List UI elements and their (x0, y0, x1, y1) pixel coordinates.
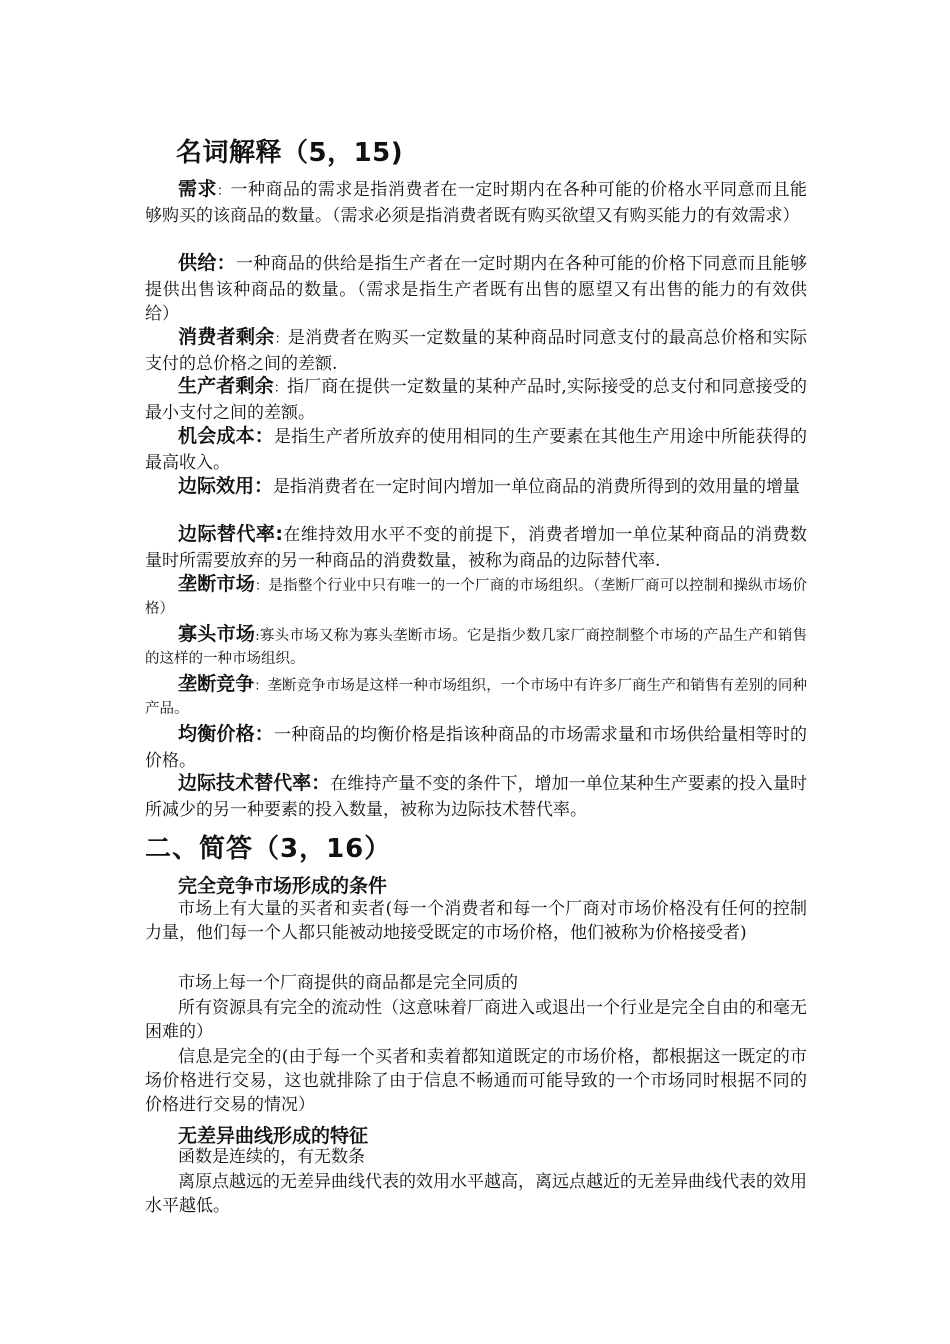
definition-term: 垄断竞争 (178, 673, 255, 695)
definition-marginal-rate-substitution (145, 522, 807, 573)
definition-text: 是指整个行业中只有唯一的一个厂商的市场组织。（垄断厂商可以控制和操纵市场价格） (145, 578, 807, 617)
answer-item: 市场上每一个厂商提供的商品都是完全同质的 (178, 973, 518, 993)
definition-term: 边际效用： (178, 475, 274, 497)
answer-item: 所有资源具有完全的流动性（这意味着厂商进入或退出一个行业是完全自由的和毫无困难的） (145, 998, 807, 1042)
definition-term: 供给： (178, 252, 236, 274)
answer-item: 离原点越远的无差异曲线代表的效用水平越高，离远点越近的无差异曲线代表的效用水平越低。 (145, 1172, 807, 1216)
answer-item: 市场上有大量的买者和卖者(每一个消费者和每一个厂商对市场价格没有任何的控制力量，他们每一个人都只能被动地接受既定的市场价格，他们被称为价格接受者) (145, 899, 807, 943)
answer-item: 信息是完全的(由于每一个买者和卖着都知道既定的市场价格，都根据这一既定的市场价格进行交易，这也就排除了由于信息不畅通而可能导致的一个市场同时根据不同的价格进行交易的情况） (145, 1047, 807, 1115)
definition-term: 均衡价格： (178, 723, 274, 745)
definition-term: 机会成本： (178, 425, 274, 447)
definition-producer-surplus: 生产者剩余：指厂商在提供一定数量的某种产品时,实际接受的总支付和同意接受的最小支付之间的差额。 (145, 375, 807, 423)
definition-monopolistic-competition: 垄断竞争：垄断竞争市场是这样一种市场组织，一个市场中有许多厂商生产和销售有差别的同种产品。 (145, 673, 807, 717)
question-heading-perfect-competition: 完全竞争市场形成的条件 (178, 875, 388, 897)
answer-item: 函数是连续的，有无数条 (178, 1147, 365, 1167)
definition-term: 需求 (178, 178, 217, 200)
section-title-definitions: 名词解释（5，15) (176, 138, 404, 168)
definition-term: 生产者剩余 (178, 375, 274, 397)
definition-text: 是指消费者在一定时间内增加一单位商品的消费所得到的效用量的增量 (273, 477, 801, 497)
section-title-short-answers: 二、简答（3，16） (145, 834, 392, 864)
definition-text: 一种商品的均衡价格是指该种商品的市场需求量和市场供给量相等时的价格。 (145, 725, 807, 771)
definition-term: 寡头市场 (178, 623, 256, 645)
definition-text: 在维持效用水平不变的前提下，消费者增加一单位某种商品的消费数量时所需要放弃的另一种商品的消费数量，被称为商品的边际替代率. (145, 525, 808, 571)
definition-term: 消费者剩余 (178, 326, 275, 348)
definition-demand: 需求：一种商品的需求是指消费者在一定时期内在各种可能的价格水平同意而且能够购买的该商品的数量。（需求必须是指消费者既有购买欲望又有购买能力的有效需求） (145, 178, 807, 226)
definition-text: 一种商品的供给是指生产者在一定时期内在各种可能的价格下同意而且能够提供出售该种商品的数量。（需求是指生产者既有出售的愿望又有出售的能力的有效供给） (145, 254, 807, 324)
definition-text: 在维持产量不变的条件下，增加一单位某种生产要素的投入量时所减少的另一种要素的投入数量，被称为边际技术替代率。 (145, 774, 807, 820)
definition-term: 边际替代率: (178, 523, 283, 545)
definition-text: 一种商品的需求是指消费者在一定时期内在各种可能的价格水平同意而且能够购买的该商品的数量。（需求必须是指消费者既有购买欲望又有购买能力的有效需求） (145, 180, 807, 226)
question-heading-indifference-curve: 无差异曲线形成的特征 (178, 1125, 369, 1147)
definition-oligopoly: 寡头市场:寡头市场又称为寡头垄断市场。它是指少数几家厂商控制整个市场的产品生产和销售的这样的一种市场组织。 (145, 623, 807, 667)
definition-equilibrium-price (145, 722, 807, 773)
definition-text: 是消费者在购买一定数量的某种商品时同意支付的最高总价格和实际支付的总价格之间的差额. (145, 328, 807, 374)
definition-text: 是指生产者所放弃的使用相同的生产要素在其他生产用途中所能获得的最高收入。 (145, 427, 807, 473)
definition-opportunity-cost (145, 424, 807, 475)
definition-mrts (145, 771, 807, 822)
definition-text: 垄断竞争市场是这样一种市场组织，一个市场中有许多厂商生产和销售有差别的同种产品。 (145, 678, 807, 717)
definition-monopoly: 垄断市场：是指整个行业中只有唯一的一个厂商的市场组织。（垄断厂商可以控制和操纵市场价格） (145, 573, 807, 617)
definition-marginal-utility (145, 474, 807, 501)
definition-supply (145, 251, 807, 326)
definition-term: 垄断市场 (178, 573, 256, 595)
definition-text: 指厂商在提供一定数量的某种产品时,实际接受的总支付和同意接受的最小支付之间的差额。 (145, 377, 807, 423)
definition-text: 寡头市场又称为寡头垄断市场。它是指少数几家厂商控制整个市场的产品生产和销售的这样的一种市场组织。 (145, 628, 807, 667)
definition-consumer-surplus: 消费者剩余：是消费者在购买一定数量的某种商品时同意支付的最高总价格和实际支付的总价格之间的差额. (145, 326, 807, 374)
definition-term: 边际技术替代率： (178, 772, 331, 794)
